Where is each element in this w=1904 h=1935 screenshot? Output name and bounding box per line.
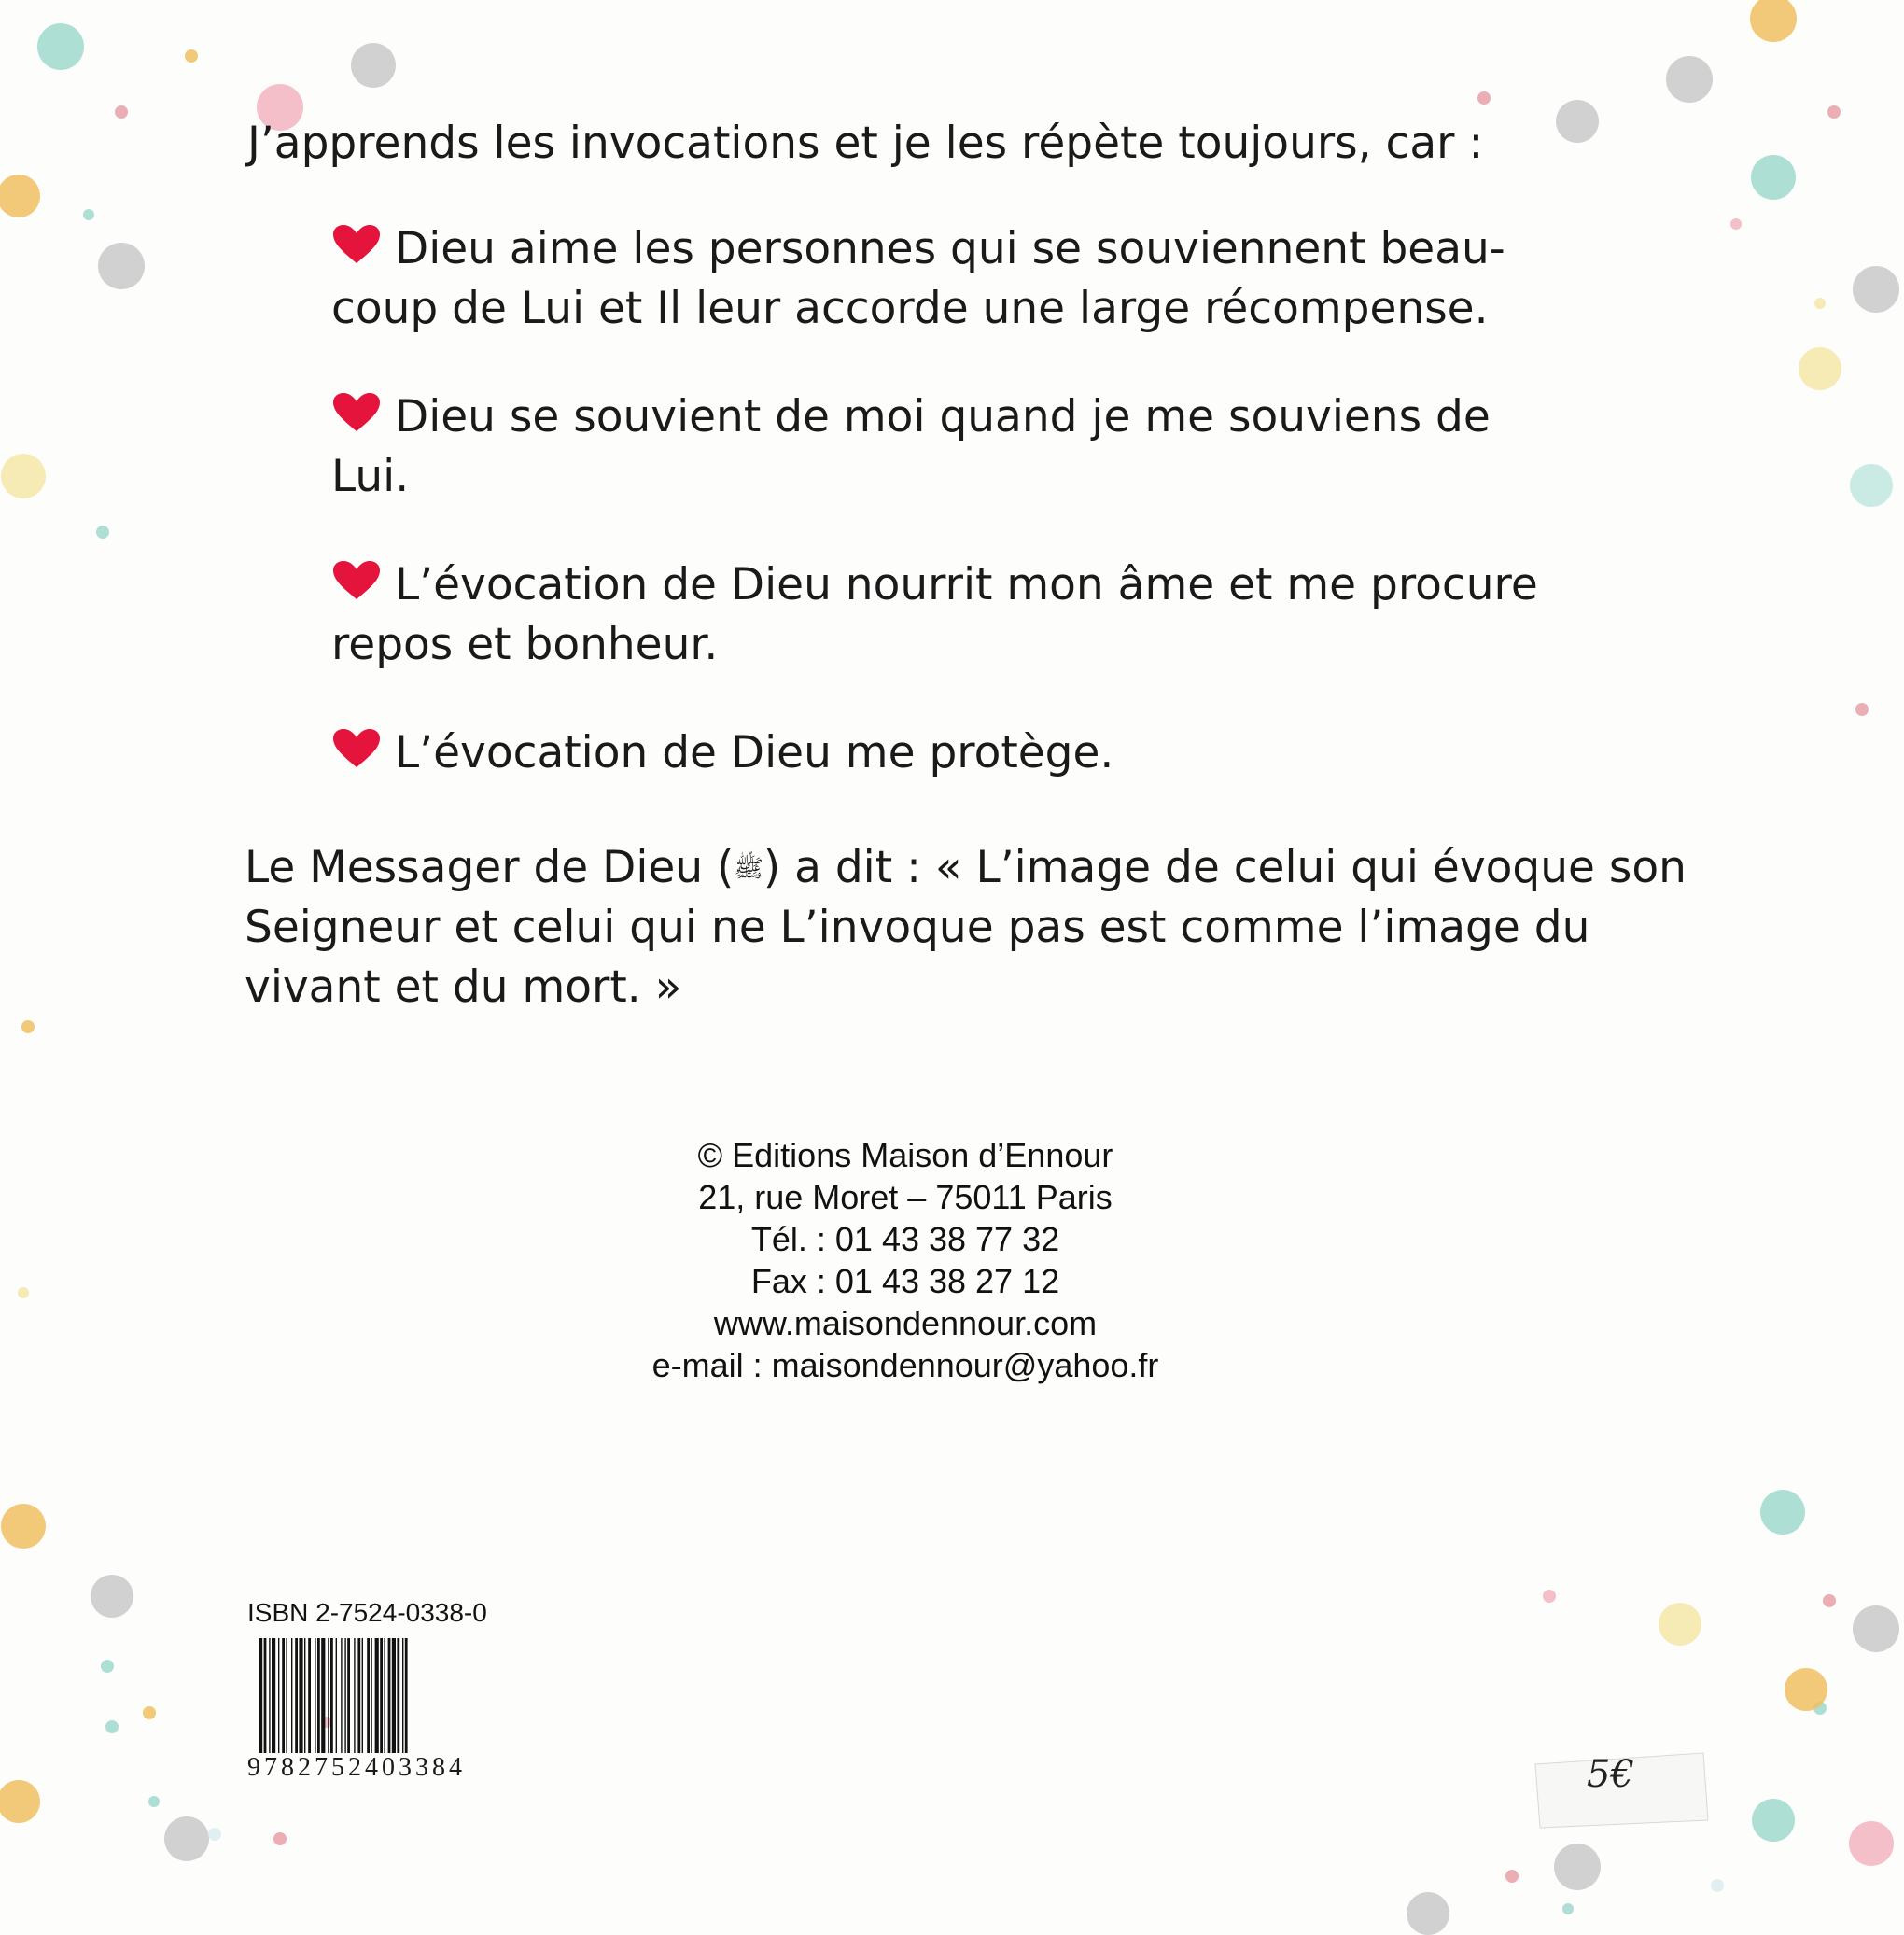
confetti-dot: [273, 1832, 287, 1845]
heart-icon: [331, 224, 382, 265]
confetti-dot: [18, 1287, 29, 1298]
barcode-bar: [380, 1638, 383, 1760]
confetti-dot: [98, 243, 145, 289]
barcode-bar: [304, 1638, 305, 1760]
barcode-bar: [375, 1638, 379, 1760]
barcode-bar: [317, 1638, 320, 1760]
list-item-text: Dieu se souvient de moi quand je me souviens de Lui.: [331, 391, 1491, 502]
confetti-dot: [96, 526, 109, 539]
list-item: [331, 219, 1563, 339]
confetti-dot: [185, 49, 198, 63]
confetti-dot: [1760, 1490, 1805, 1535]
barcode-bar: [367, 1638, 370, 1760]
confetti-dot: [1855, 703, 1869, 716]
confetti-dot: [91, 1575, 133, 1618]
confetti-dot: [83, 209, 94, 220]
list-item: [331, 555, 1563, 675]
barcode-bar: [291, 1638, 292, 1760]
confetti-dot: [143, 1706, 156, 1719]
confetti-dot: [1752, 1799, 1795, 1842]
barcode-bar: [295, 1638, 298, 1760]
confetti-dot: [21, 1020, 35, 1033]
publisher-fax: Fax : 01 43 38 27 12: [750, 1262, 1060, 1300]
reasons-list: [331, 219, 1563, 832]
confetti-dot: [1799, 347, 1841, 390]
barcode-bar: [299, 1638, 302, 1760]
confetti-dot: [1407, 1892, 1449, 1935]
confetti-dot: [1, 1504, 46, 1549]
list-item: [331, 387, 1563, 507]
barcode-bar: [362, 1638, 363, 1760]
barcode-bar: [388, 1638, 391, 1760]
confetti-dot: [1853, 1605, 1899, 1652]
publisher-block: [579, 1134, 1232, 1386]
barcode-bar: [354, 1638, 355, 1760]
confetti-dot: [0, 1780, 40, 1823]
barcode-bar: [321, 1638, 325, 1760]
confetti-dot: [1814, 298, 1826, 309]
confetti-dot: [1823, 1594, 1836, 1607]
heart-icon: [331, 560, 382, 601]
barcode-bar: [341, 1638, 342, 1760]
barcode-bar: [384, 1638, 385, 1760]
confetti-dot: [1730, 218, 1742, 230]
barcode-bar: [397, 1638, 399, 1760]
publisher-website: www.maisondennour.com: [713, 1304, 1098, 1342]
honorific-glyph: ﷺ: [734, 855, 763, 883]
confetti-dot: [1853, 266, 1899, 313]
confetti-dot: [101, 1660, 114, 1673]
barcode-bar: [402, 1638, 403, 1760]
publisher-phone: Tél. : 01 43 38 77 32: [750, 1220, 1060, 1258]
confetti-dot: [1554, 1844, 1601, 1890]
publisher-address: 21, rue Moret – 75011 Paris: [698, 1178, 1113, 1216]
confetti-dot: [1666, 56, 1713, 103]
barcode-bar: [392, 1638, 396, 1760]
confetti-dot: [1543, 1590, 1556, 1603]
confetti-dot: [208, 1828, 221, 1841]
publisher-email: e-mail : maisondennour@yahoo.fr: [651, 1346, 1159, 1384]
barcode-bar: [357, 1638, 360, 1760]
barcode-bar: [278, 1638, 279, 1760]
confetti-dot: [1562, 1903, 1574, 1914]
confetti-dot: [1827, 105, 1841, 119]
barcode-bar: [344, 1638, 345, 1760]
list-item-text: L’évocation de Dieu nourrit mon âme et me procure repos et bonheur.: [331, 559, 1538, 670]
confetti-dot: [115, 105, 128, 119]
barcode-digits: 9782752403384: [247, 1753, 466, 1782]
heart-icon: [331, 392, 382, 433]
confetti-dot: [1659, 1603, 1701, 1646]
confetti-dot: [0, 175, 40, 217]
confetti-dot: [105, 1720, 119, 1733]
barcode-bar: [282, 1638, 285, 1760]
barcode-bar: [269, 1638, 270, 1760]
publisher-name: © Editions Maison d’Ennour: [697, 1136, 1113, 1174]
confetti-dot: [1849, 1821, 1894, 1866]
confetti-dot: [351, 43, 396, 88]
list-item-text: L’évocation de Dieu me protège.: [395, 727, 1114, 778]
barcode-bar: [272, 1638, 275, 1760]
barcode-bar: [308, 1638, 311, 1760]
confetti-dot: [1785, 1668, 1827, 1711]
list-item: [331, 723, 1563, 783]
barcode-bar: [347, 1638, 350, 1760]
list-item-text: Dieu aime les personnes qui se souviennent beau-coup de Lui et Il leur accorde une large récompense.: [331, 223, 1505, 334]
confetti-dot: [1, 454, 46, 498]
confetti-dot: [1751, 155, 1796, 200]
confetti-dot: [37, 23, 84, 70]
confetti-dot: [148, 1796, 160, 1807]
confetti-dot: [1711, 1879, 1724, 1892]
quote-lead: Le Messager de Dieu (: [245, 842, 735, 893]
heart-icon: [331, 728, 382, 769]
quote-body: ) a dit : « L’image de celui qui évoque son Seigneur et celui qui ne L’invoque pas est comme l’image du vivant et du mort. »: [245, 842, 1687, 1013]
confetti-dot: [1750, 0, 1797, 42]
barcode-bar: [286, 1638, 287, 1760]
confetti-dot: [1505, 1870, 1519, 1883]
hadith-quote: [245, 838, 1738, 1017]
confetti-dot: [1477, 91, 1491, 105]
confetti-dot: [1850, 464, 1893, 507]
barcode-bar: [336, 1638, 337, 1760]
barcode-bar: [328, 1638, 329, 1760]
intro-text: J’apprends les invocations et je les répète toujours, car :: [247, 118, 1484, 169]
isbn-label: ISBN 2-7524-0338-0: [247, 1598, 487, 1627]
price-label: 5€: [1587, 1753, 1634, 1796]
confetti-dot: [164, 1816, 209, 1861]
